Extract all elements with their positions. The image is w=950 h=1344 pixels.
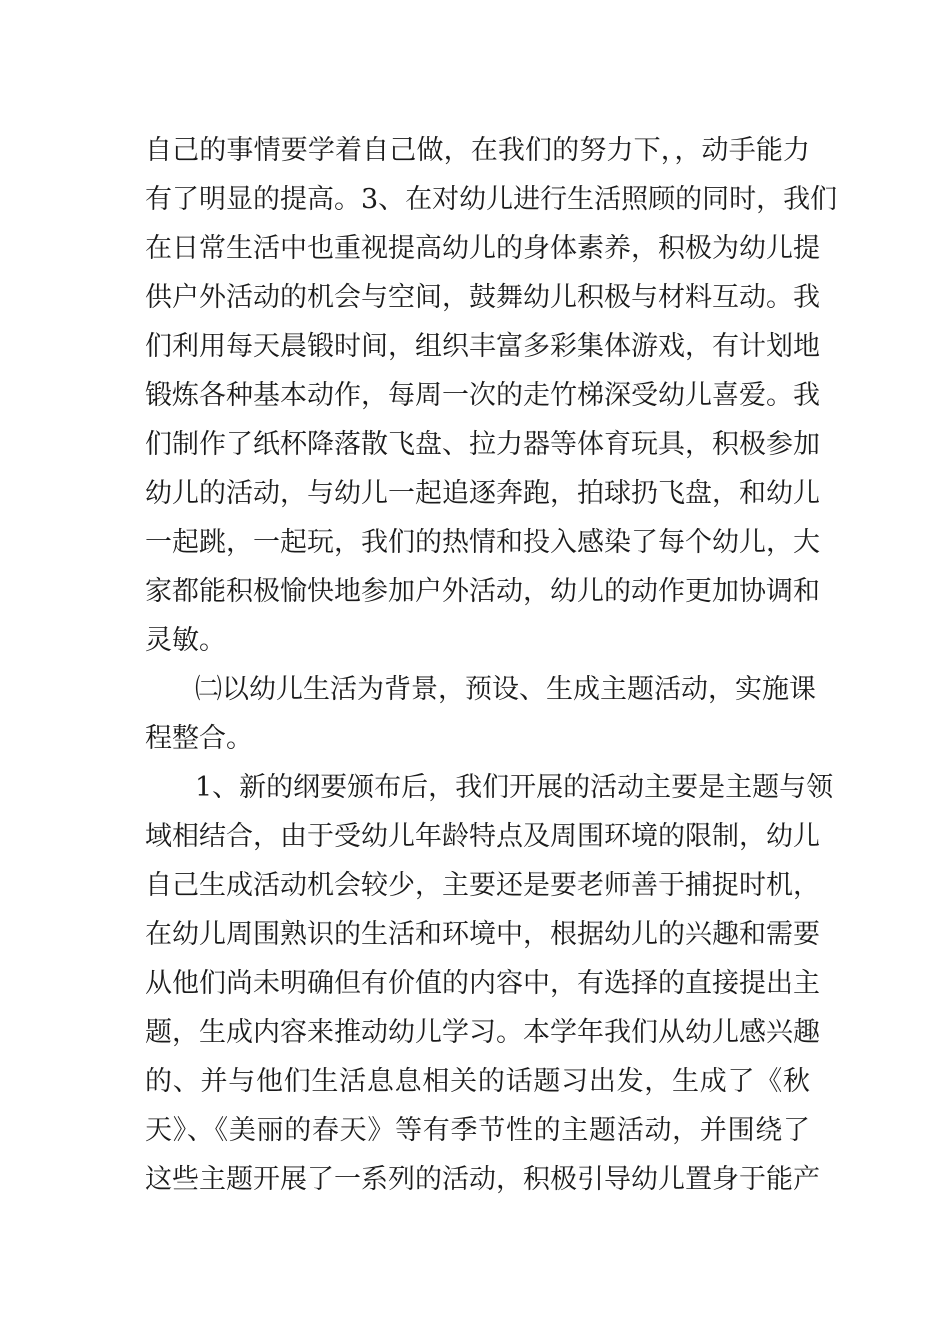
- text-line: 们制作了纸杯降落散飞盘、拉力器等体育玩具，积极参加: [145, 429, 820, 460]
- paragraph-2: [145, 665, 816, 763]
- text-line: 幼儿的活动，与幼儿一起追逐奔跑，拍球扔飞盘，和幼儿: [145, 478, 820, 509]
- document-body: [145, 126, 838, 1204]
- text-line: 灵敏。: [145, 625, 226, 656]
- text-line: 在日常生活中也重视提高幼儿的身体素养，积极为幼儿提: [145, 233, 820, 264]
- text-line: 的、并与他们生活息息相关的话题习出发，生成了《秋: [145, 1066, 810, 1097]
- text-line: 家都能积极愉快地参加户外活动，幼儿的动作更加协调和: [145, 576, 820, 607]
- text-line: 这些主题开展了一系列的活动，积极引导幼儿置身于能产: [145, 1164, 820, 1195]
- text-line: 在幼儿周围熟识的生活和环境中，根据幼儿的兴趣和需要: [145, 919, 820, 950]
- section-heading-line: ㈡以幼儿生活为背景，预设、生成主题活动，实施课: [195, 674, 816, 705]
- text-line: 一起跳，一起玩，我们的热情和投入感染了每个幼儿，大: [145, 527, 820, 558]
- text-line: 1、新的纲要颁布后，我们开展的活动主要是主题与领: [195, 772, 834, 803]
- paragraph-1: [145, 126, 838, 665]
- text-line: 供户外活动的机会与空间，鼓舞幼儿积极与材料互动。我: [145, 282, 820, 313]
- text-line: 自己的事情要学着自己做，在我们的努力下，，动手能力: [145, 135, 810, 166]
- text-line: 从他们尚未明确但有价值的内容中，有选择的直接提出主: [145, 968, 820, 999]
- text-line: 自己生成活动机会较少，主要还是要老师善于捕捉时机，: [145, 870, 820, 901]
- paragraph-3: [145, 763, 834, 1204]
- text-line: 题，生成内容来推动幼儿学习。本学年我们从幼儿感兴趣: [145, 1017, 820, 1048]
- text-line: 有了明显的提高。3、在对幼儿进行生活照顾的同时，我们: [145, 184, 838, 215]
- text-line: 们利用每天晨锻时间，组织丰富多彩集体游戏，有计划地: [145, 331, 820, 362]
- text-line: 天》、《美丽的春天》等有季节性的主题活动，并围绕了: [145, 1115, 810, 1146]
- text-line: 域相结合，由于受幼儿年龄特点及周围环境的限制，幼儿: [145, 821, 820, 852]
- text-line: 锻炼各种基本动作，每周一次的走竹梯深受幼儿喜爱。我: [145, 380, 820, 411]
- section-heading-line: 程整合。: [145, 723, 253, 754]
